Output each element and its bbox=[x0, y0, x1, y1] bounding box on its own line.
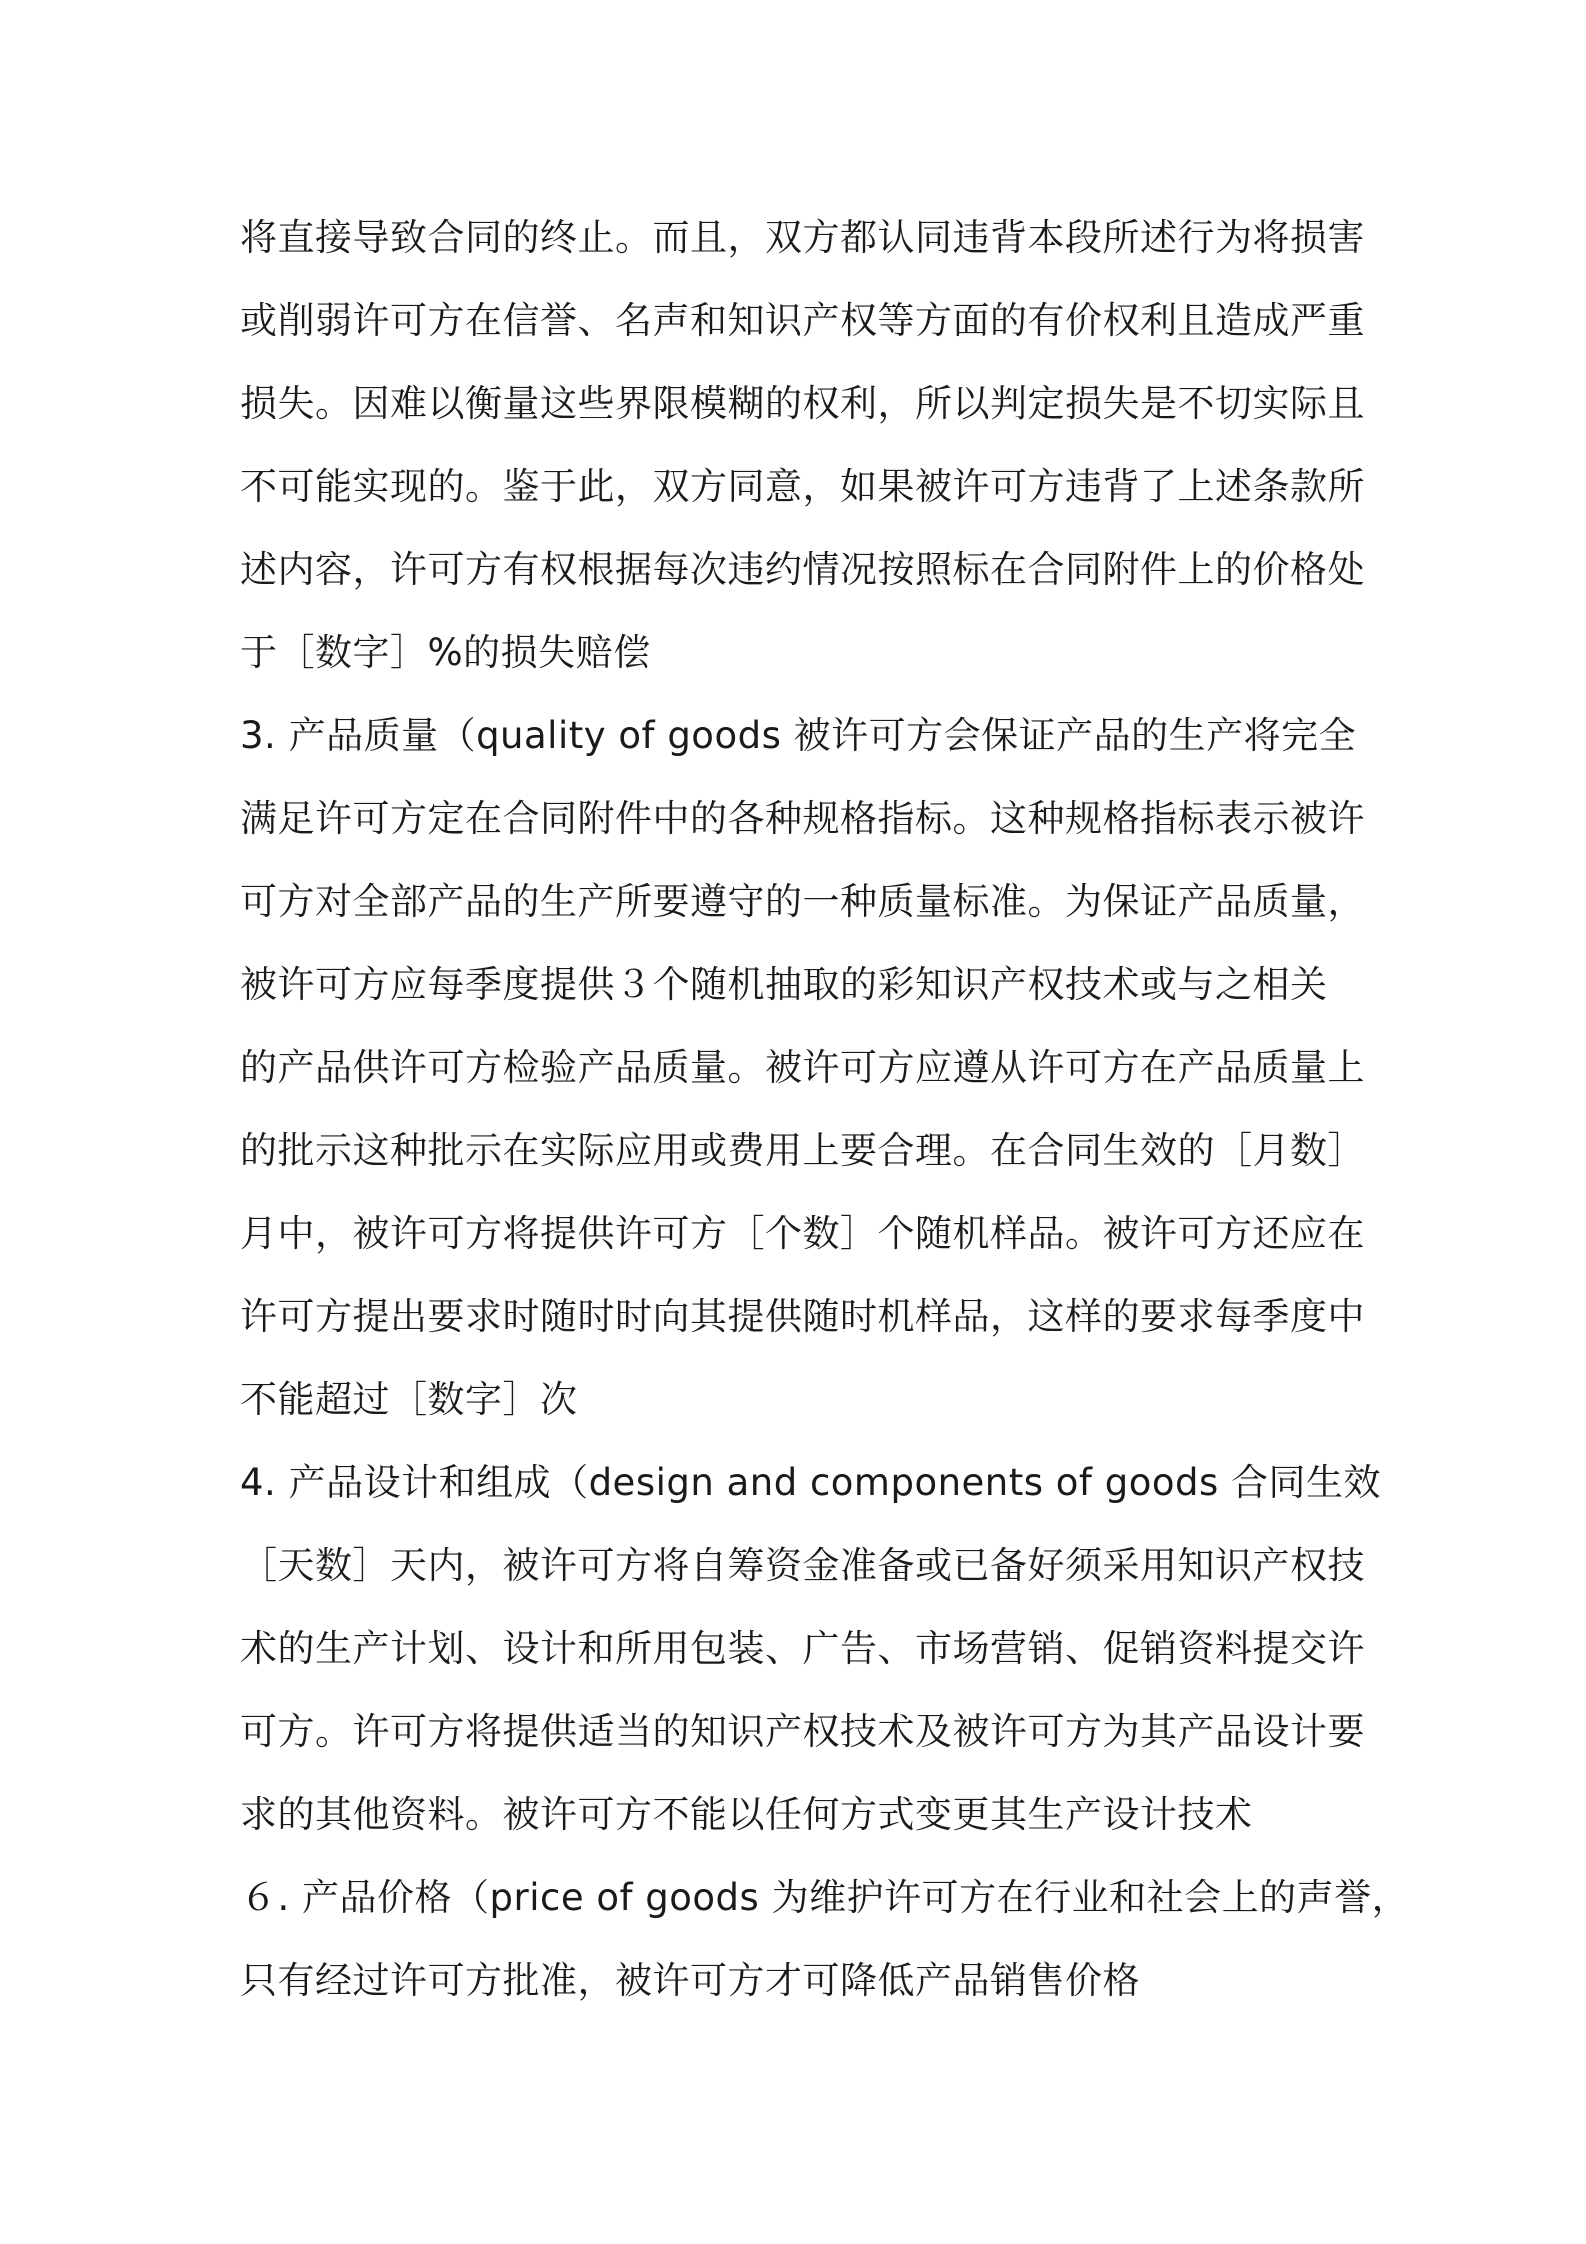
text-line: 可方对全部产品的生产所要遵守的一种质量标准。为保证产品质量， bbox=[240, 880, 1365, 923]
section-heading-quality: 3. 产品质量（quality of goods 被许可方会保证产品的生产将完全 bbox=[240, 714, 1357, 757]
section-heading-price: ６. 产品价格（price of goods 为维护许可方在行业和社会上的声誉， bbox=[240, 1876, 1410, 1919]
text-line: 述内容，许可方有权根据每次违约情况按照标在合同附件上的价格处 bbox=[240, 548, 1365, 591]
text-line: 许可方提出要求时随时时向其提供随时机样品，这样的要求每季度中 bbox=[240, 1295, 1365, 1338]
text-line: 于［数字］%的损失赔偿 bbox=[240, 631, 651, 674]
text-line: 的产品供许可方检验产品质量。被许可方应遵从许可方在产品质量上 bbox=[240, 1046, 1365, 1089]
text-line: 不能超过［数字］次 bbox=[240, 1378, 578, 1421]
text-line: 不可能实现的。鉴于此，双方同意，如果被许可方违背了上述条款所 bbox=[240, 465, 1365, 508]
text-line: 满足许可方定在合同附件中的各种规格指标。这种规格指标表示被许 bbox=[240, 797, 1365, 840]
text-line: 只有经过许可方批准，被许可方才可降低产品销售价格 bbox=[240, 1959, 1140, 2002]
text-line: 求的其他资料。被许可方不能以任何方式变更其生产设计技术 bbox=[240, 1793, 1253, 1836]
text-line: 可方。许可方将提供适当的知识产权技术及被许可方为其产品设计要 bbox=[240, 1710, 1365, 1753]
text-line: 或削弱许可方在信誉、名声和知识产权等方面的有价权利且造成严重 bbox=[240, 299, 1365, 342]
text-line: 将直接导致合同的终止。而且，双方都认同违背本段所述行为将损害 bbox=[240, 216, 1365, 259]
text-line: 损失。因难以衡量这些界限模糊的权利，所以判定损失是不切实际且 bbox=[240, 382, 1365, 425]
text-line: 的批示这种批示在实际应用或费用上要合理。在合同生效的［月数］ bbox=[240, 1129, 1365, 1172]
text-line: 术的生产计划、设计和所用包装、广告、市场营销、促销资料提交许 bbox=[240, 1627, 1365, 1670]
text-line: ［天数］天内，被许可方将自筹资金准备或已备好须采用知识产权技 bbox=[240, 1544, 1365, 1587]
text-line: 月中，被许可方将提供许可方［个数］个随机样品。被许可方还应在 bbox=[240, 1212, 1365, 1255]
document-body bbox=[240, 196, 1410, 2022]
section-heading-design: 4. 产品设计和组成（design and components of goods 合同生效 bbox=[240, 1461, 1382, 1504]
text-line: 被许可方应每季度提供３个随机抽取的彩知识产权技术或与之相关 bbox=[240, 963, 1328, 1006]
